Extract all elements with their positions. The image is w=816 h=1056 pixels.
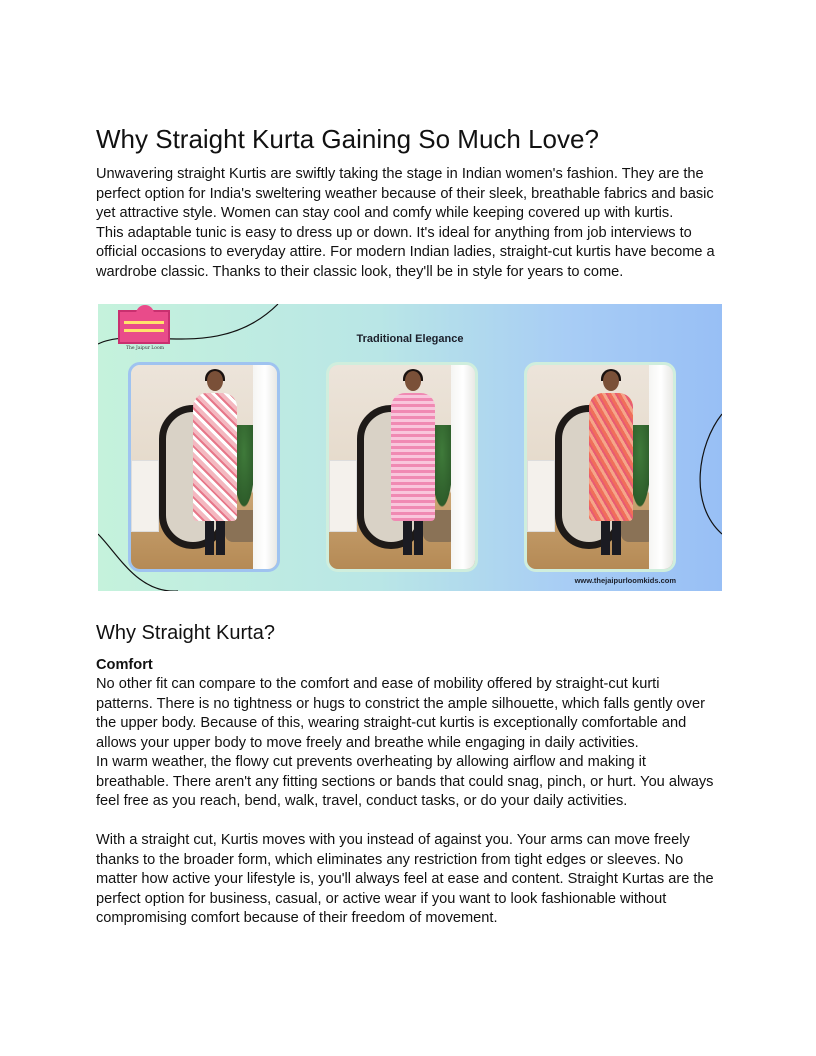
body-line: No other fit can compare to the comfort and ease of mobility offered by straight-cut kurti	[96, 676, 660, 692]
model-photo	[326, 362, 478, 572]
model-figure	[585, 371, 637, 571]
intro-line: yet attractive style. Women can stay cool and comfy while keeping covered up with kurtis.	[96, 205, 674, 221]
model-figure	[189, 371, 241, 571]
brand-logo-text: The Jaipur Loom	[126, 346, 164, 351]
body-line: With a straight cut, Kurtis moves with you instead of against you. Your arms can move freely	[96, 832, 690, 848]
body-line: feel free as you reach, bend, walk, travel, conduct tasks, or do your daily activities.	[96, 793, 628, 809]
section-heading: Why Straight Kurta?	[96, 622, 275, 644]
model-photo	[128, 362, 280, 572]
intro-line: This adaptable tunic is easy to dress up or down. It's ideal for anything from job interviews to	[96, 224, 692, 241]
model-figure	[387, 371, 439, 571]
body-line: allows your upper body to move freely and breathe while engaging in daily activities.	[96, 734, 639, 751]
subheading-comfort: Comfort	[96, 657, 153, 673]
intro-paragraph	[96, 165, 720, 282]
body-line: matter how active your lifestyle is, you'll always feel at ease and content. Straight Kurtas are the	[96, 871, 714, 887]
intro-line: perfect option for India's sweltering weather because of their sleek, breathable fabrics and basic	[96, 185, 714, 202]
body-line: breathable. There aren't any fitting sections or bands that could snag, pinch, or hurt. You always	[96, 773, 714, 790]
page-title: Why Straight Kurta Gaining So Much Love?	[96, 124, 599, 154]
body-line: In warm weather, the flowy cut prevents overheating by allowing airflow and making it	[96, 754, 646, 770]
intro-line: Unwavering straight Kurtis are swiftly taking the stage in Indian women's fashion. They are the	[96, 166, 704, 182]
intro-line: wardrobe classic. Thanks to their classic look, they'll be in style for years to come.	[96, 263, 624, 280]
banner-image	[98, 304, 722, 591]
banner-url: www.thejaipurloomkids.com	[574, 576, 676, 585]
body-line: thanks to the broader form, which eliminates any restriction from tight edges or sleeves. No	[96, 851, 684, 868]
body-line: perfect option for business, casual, or active wear if you want to look fashionable without	[96, 890, 667, 907]
comfort-paragraph-1	[96, 675, 720, 812]
comfort-paragraph-2	[96, 831, 720, 929]
intro-line: official occasions to everyday attire. For modern Indian ladies, straight-cut kurtis have become a	[96, 244, 715, 260]
banner-title: Traditional Elegance	[356, 333, 464, 345]
model-photo	[524, 362, 676, 572]
body-line: compromising comfort because of their freedom of movement.	[96, 910, 498, 926]
body-line: patterns. There is no tightness or hugs to constrict the ample silhouette, which falls gently over	[96, 695, 705, 712]
body-line: the upper body. Because of this, wearing straight-cut kurtis is exceptionally comfortable and	[96, 715, 687, 731]
